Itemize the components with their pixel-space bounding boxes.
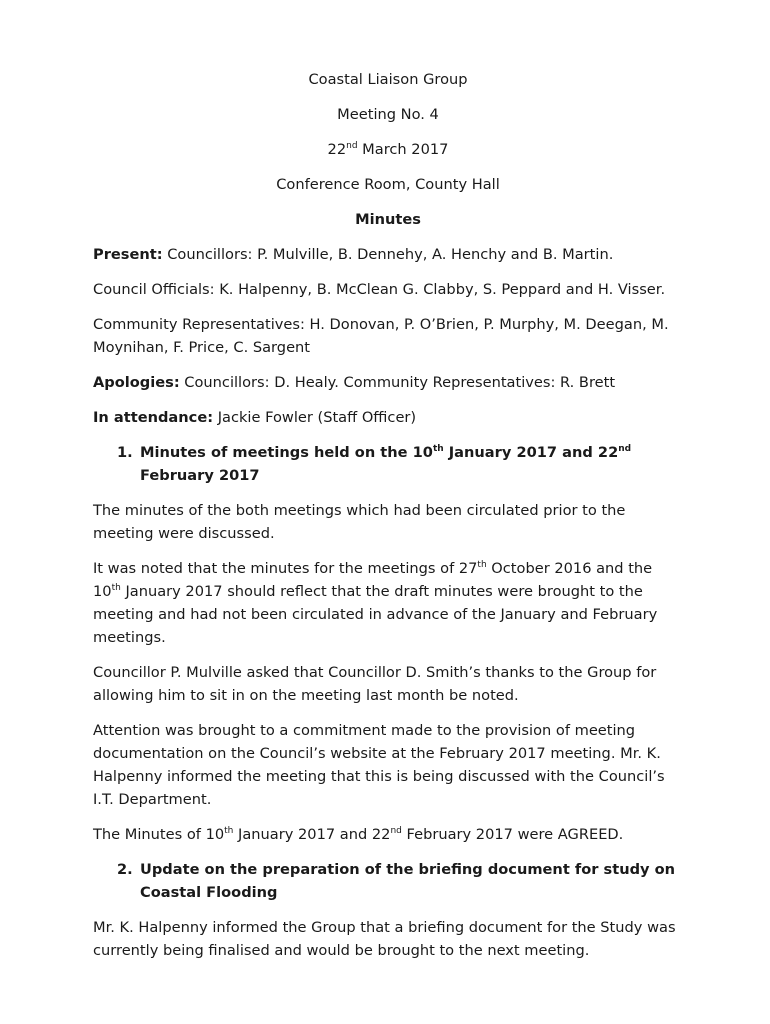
present-label: Present: <box>93 246 163 263</box>
apologies-line <box>93 371 683 394</box>
item-1-number: 1. <box>117 444 133 461</box>
meeting-venue: Conference Room, County Hall <box>276 176 500 193</box>
item-1-paragraph-3: Councillor P. Mulville asked that Councillor D. Smith’s thanks to the Group for allowing him to sit in on the meeting last month be noted. <box>93 664 657 704</box>
item-2-paragraph-1: Mr. K. Halpenny informed the Group that a briefing document for the Study was currently being finalised and would be brought to the next meeting. <box>93 919 676 959</box>
present-text: Councillors: P. Mulville, B. Dennehy, A. Henchy and B. Martin. <box>162 246 614 263</box>
officials-line: Council Officials: K. Halpenny, B. McClean G. Clabby, S. Peppard and H. Visser. <box>93 281 666 298</box>
group-name: Coastal Liaison Group <box>308 71 468 88</box>
apologies-label: Apologies: <box>93 374 180 391</box>
item-2-title: Update on the preparation of the briefing document for study on Coastal Flooding <box>140 861 676 901</box>
item-1-paragraph-2: It was noted that the minutes for the meetings of 27th October 2016 and the 10th January 2017 should reflect that the draft minutes were brought to the meeting and had not been circulated in advance of the January and February meetings. <box>93 560 658 646</box>
in-attendance-label: In attendance: <box>93 409 214 426</box>
date-suffix: nd <box>346 141 358 151</box>
meeting-date <box>93 138 683 161</box>
in-attendance-line <box>93 406 683 429</box>
date-day: 22 <box>327 141 347 158</box>
item-2-number: 2. <box>117 861 133 878</box>
meeting-number: Meeting No. 4 <box>337 106 439 123</box>
apologies-text: Councillors: D. Healy. Community Representatives: R. Brett <box>179 374 616 391</box>
item-1-paragraph-4: Attention was brought to a commitment made to the provision of meeting documentation on the Council’s website at the February 2017 meeting. Mr. K. Halpenny informed the meeting that this is being discussed with the Council’s I.T. Department. <box>93 722 665 808</box>
item-1-title: Minutes of meetings held on the 10th January 2017 and 22nd February 2017 <box>140 444 632 484</box>
item-2-heading <box>93 858 683 904</box>
item-1-heading <box>93 441 683 487</box>
document-title: Minutes <box>355 211 421 228</box>
in-attendance-text: Jackie Fowler (Staff Officer) <box>213 409 417 426</box>
item-1-paragraph-5: The Minutes of 10th January 2017 and 22nd February 2017 were AGREED. <box>93 826 624 843</box>
present-line <box>93 243 683 266</box>
item-1-paragraph-1: The minutes of the both meetings which had been circulated prior to the meeting were discussed. <box>93 502 626 542</box>
minutes-body <box>93 68 683 974</box>
date-rest: March 2017 <box>357 141 449 158</box>
community-line: Community Representatives: H. Donovan, P. O’Brien, P. Murphy, M. Deegan, M. Moynihan, F. Price, C. Sargent <box>93 316 669 356</box>
